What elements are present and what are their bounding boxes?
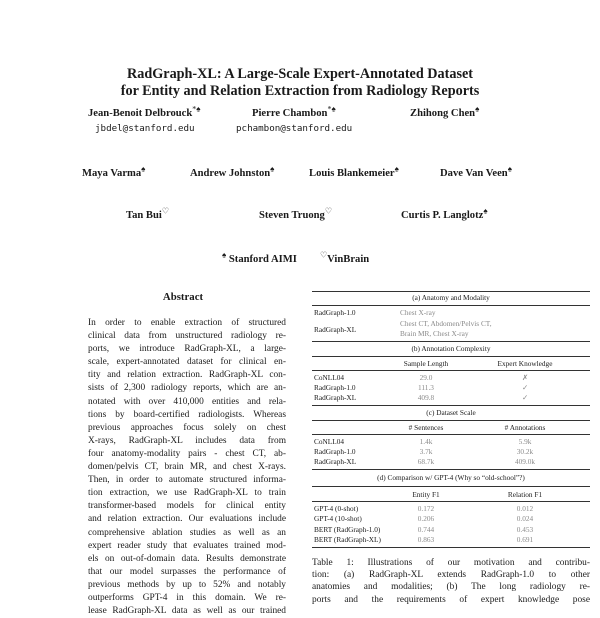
author-name: Curtis P. Langlotz (401, 210, 484, 221)
table-rule (312, 486, 590, 487)
table-a-row-value: Chest CT, Abdomen/Pelvis CT, (400, 319, 492, 328)
author-varma (82, 164, 146, 179)
abstract-line: four anatomy-modality pairs - chest CT, ab- (88, 448, 286, 459)
table-c-row-name: RadGraph-1.0 (314, 447, 356, 456)
table-b-length: 111.3 (418, 383, 434, 392)
author-chambon (252, 104, 336, 119)
table-rule (312, 370, 590, 371)
caption-line: Table 1: Illustrations of our motivation and contribu- (312, 558, 590, 568)
table-rule (312, 434, 590, 435)
abstract-line: X-rays, RadGraph-XL includes data from (88, 435, 286, 446)
table-b-expert: ✓ (521, 393, 529, 402)
abstract-line: tity and relation extraction. RadGraph-XL con- (88, 370, 286, 381)
caption-line: anatomies and modalities; (b) The long radiology re- (312, 582, 590, 593)
abstract-line: domen/pelvis CT, brain MR, and chest X-rays. (88, 462, 286, 473)
affiliation-stanford (222, 250, 297, 265)
abstract-line: tion extraction, we use RadGraph-XL to train (88, 488, 286, 499)
table-b-row-name: CoNLL04 (314, 373, 344, 382)
abstract-line: transformer-based models for clinical entity (88, 501, 286, 512)
table-d-entity: 0.206 (417, 514, 435, 523)
table-section-c-title: (c) Dataset Scale (426, 408, 476, 417)
abstract-line: outperforms GPT-4 in this domain. We re- (88, 592, 286, 603)
table-d-relation: 0.024 (516, 514, 534, 523)
author-van-veen (440, 164, 512, 179)
abstract-line: els on out-of-domain data. Results demonstrate (88, 553, 286, 564)
author-chen (410, 104, 480, 119)
author-mark: ♠ (141, 164, 146, 174)
table-d-entity: 0.172 (417, 504, 435, 513)
table-c-header: # Annotations (504, 423, 546, 432)
table-c-annotations: 30.2k (516, 447, 534, 456)
table-a-row-value: Brain MR, Chest X-ray (400, 329, 469, 338)
table-d-entity: 0.744 (417, 525, 435, 534)
table-a-row-value: Chest X-ray (400, 308, 436, 317)
abstract-line: comprehensive ablation studies as well as an (88, 527, 286, 538)
table-rule (312, 405, 590, 406)
abstract-body (88, 317, 286, 618)
caption-line: tion: (a) RadGraph-XL extends RadGraph-1.0 to other (312, 570, 590, 581)
affiliation-vinbrain (320, 250, 370, 265)
table-d-entity: 0.863 (417, 535, 435, 544)
table-b-row-name: RadGraph-XL (314, 393, 357, 402)
table-a-row-name: RadGraph-XL (314, 325, 357, 334)
table-rule (312, 420, 590, 421)
table-d-row-name: GPT-4 (0-shot) (314, 504, 359, 513)
abstract-line: lease RadGraph-XL data as well as our trained (88, 606, 286, 617)
table-c-sentences: 68.7k (417, 457, 435, 466)
caption-line: ports and the requirements of expert knowledge pose (312, 594, 590, 605)
table-section-a-title: (a) Anatomy and Modality (412, 293, 490, 302)
abstract-line: clinical data from unstructured radiology re- (88, 331, 286, 342)
table-rule (312, 341, 590, 342)
table-c-row-name: CoNLL04 (314, 437, 344, 446)
table-c-header: # Sentences (408, 423, 444, 432)
author-mark: ♡ (161, 206, 170, 216)
author-delbrouck (88, 104, 201, 119)
abstract-line: expert reader study that evaluates trained mod- (88, 540, 286, 551)
abstract-line: notated with over 410,000 entities and rela- (88, 396, 286, 407)
table-rule (312, 356, 590, 357)
abstract-line: previous methods by up to 52% and notably (88, 579, 286, 590)
author-name: Dave Van Veen (440, 168, 508, 179)
table-d-relation: 0.012 (516, 504, 534, 513)
table-b-expert: ✓ (521, 383, 529, 392)
email-delbrouck: jbdel@stanford.edu (95, 123, 195, 134)
table-c-sentences: 1.4k (419, 437, 433, 446)
abstract-line: tions by board-certified radiologists. Whereas (88, 409, 286, 420)
table-section-b-title: (b) Annotation Complexity (411, 344, 491, 353)
table-d-row-name: BERT (RadGraph-1.0) (314, 525, 381, 534)
abstract-line: that our model surpasses the performance of (88, 566, 286, 577)
author-name: Steven Truong (259, 210, 325, 221)
abstract-heading: Abstract (162, 291, 204, 303)
table-c-sentences: 3.7k (419, 447, 433, 456)
affiliation-name: VinBrain (327, 254, 370, 265)
affiliation-mark: ♠ (222, 250, 227, 260)
affiliation-name: Stanford AIMI (226, 254, 297, 265)
author-name: Maya Varma (82, 168, 142, 179)
table-c-annotations: 5.9k (518, 437, 532, 446)
author-truong (259, 206, 332, 221)
table-caption (312, 557, 590, 606)
table-c-annotations: 409.0k (514, 457, 536, 466)
table-b-length: 29.0 (419, 373, 433, 382)
table-c-row-name: RadGraph-XL (314, 457, 357, 466)
abstract-line: Then, in order to automate structured informa- (88, 475, 286, 486)
author-mark: ♠ (475, 104, 480, 114)
author-mark: ♡ (324, 206, 332, 216)
table-d-header: Entity F1 (412, 490, 440, 499)
author-name: Andrew Johnston (190, 168, 271, 179)
table-b-length: 409.8 (417, 393, 435, 402)
table-section-d-title: (d) Comparison w/ GPT-4 (Why so “old-school”?) (377, 473, 525, 482)
table-rule (312, 501, 590, 502)
author-mark: ♠ (483, 206, 488, 216)
author-mark: ♠ (270, 164, 275, 174)
email-chambon: pchambon@stanford.edu (236, 123, 353, 134)
table-rule (312, 469, 590, 470)
author-name: Tan Bui (126, 210, 162, 221)
table-rule-top (312, 291, 590, 292)
table-a-row-name: RadGraph-1.0 (314, 308, 356, 317)
author-mark: *♠ (327, 104, 336, 114)
abstract-line: In order to enable extraction of structured (88, 318, 286, 328)
abstract-line: and relation extraction. Our evaluations include (88, 514, 286, 525)
author-name: Jean-Benoit Delbrouck (88, 108, 193, 119)
paper-title-line-2: for Entity and Relation Extraction from Radiology Reports (120, 83, 480, 99)
affiliation-mark: ♡ (320, 250, 328, 260)
table-rule-bottom (312, 547, 590, 548)
table-b-header: Sample Length (403, 359, 449, 368)
author-johnston (190, 164, 275, 179)
abstract-line: scale, expert-annotated dataset for clinical en- (88, 357, 286, 368)
author-name: Louis Blankemeier (309, 168, 395, 179)
author-name: Zhihong Chen (410, 108, 476, 119)
author-mark: ♠ (394, 164, 399, 174)
table-d-row-name: BERT (RadGraph-XL) (314, 535, 381, 544)
table-b-row-name: RadGraph-1.0 (314, 383, 356, 392)
abstract-line: ports, we introduce RadGraph-XL, a large- (88, 344, 286, 355)
table-d-header: Relation F1 (507, 490, 543, 499)
author-bui (126, 206, 170, 221)
abstract-line: previous approaches focus solely on chest (88, 422, 286, 433)
table-b-header: Expert Knowledge (497, 359, 553, 368)
table-d-relation: 0.691 (516, 535, 534, 544)
abstract-line: sists of 2,300 radiology reports, which are an- (88, 383, 286, 394)
author-blankemeier (309, 164, 399, 179)
table-d-row-name: GPT-4 (10-shot) (314, 514, 362, 523)
author-langlotz (401, 206, 488, 221)
table-rule (312, 305, 590, 306)
table-b-expert: ✗ (521, 373, 529, 382)
author-mark: *♠ (192, 104, 201, 114)
author-mark: ♠ (507, 164, 512, 174)
author-name: Pierre Chambon (252, 108, 328, 119)
paper-title-line-1: RadGraph-XL: A Large-Scale Expert-Annotated Dataset (127, 66, 473, 82)
table-d-relation: 0.453 (516, 525, 534, 534)
